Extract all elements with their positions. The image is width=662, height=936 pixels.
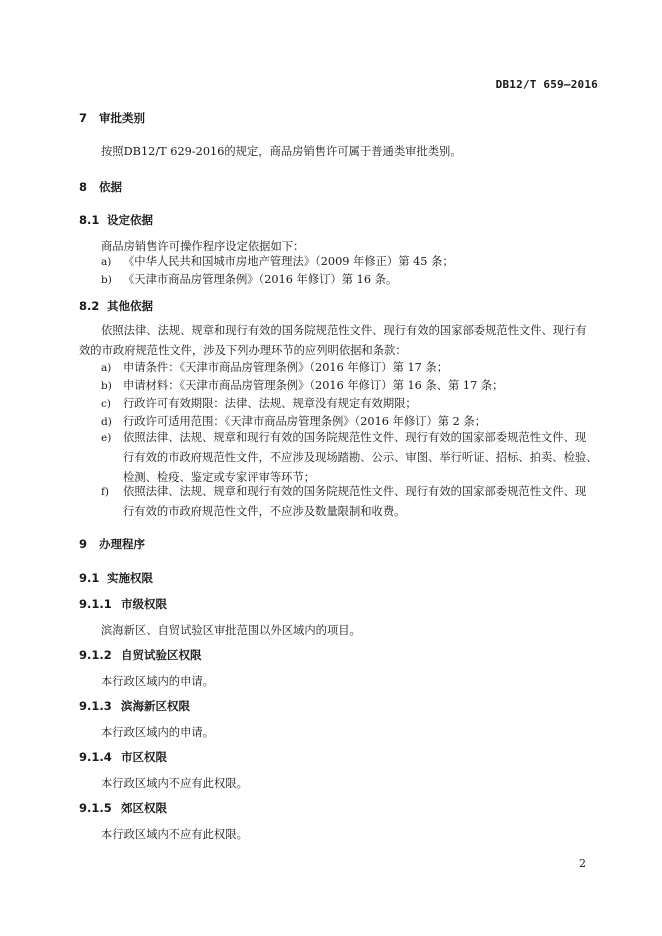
list-text: 《天津市商品房管理条例》（2016 年修订）第 16 条。 [123, 273, 398, 286]
section-title: 其他依据 [107, 299, 153, 313]
list-text: 检测、检疫、鉴定或专家评审等环节； [123, 471, 316, 484]
list-marker: b) [101, 274, 112, 286]
section-7-heading [79, 110, 145, 126]
list-text: 行政许可适用范围：《天津市商品房管理条例》（2016 年修订）第 2 条； [123, 415, 487, 428]
section-number: 9.1.4 [79, 750, 112, 764]
list-marker: a) [101, 256, 112, 268]
section-9-1-heading [79, 570, 153, 586]
section-7-body: 按照DB12/T 629-2016的规定，商品房销售许可属于普通类审批类别。 [101, 145, 462, 158]
paragraph-line: 依照法律、法规、规章和现行有效的国务院规范性文件、现行有效的国家部委规范性文件、现行有 [101, 324, 587, 337]
list-text: 行政许可有效期限：法律、法规、规章没有规定有效期限； [123, 397, 417, 410]
paragraph-line: 效的市政府规范性文件，涉及下列办理环节的应列明依据和条款： [79, 344, 407, 357]
page-number: 2 [579, 857, 586, 870]
section-9-1-3-heading [79, 698, 190, 714]
list-text: 行有效的市政府规范性文件，不应涉及数量限制和收费。 [123, 505, 406, 518]
section-number: 9.1.2 [79, 648, 112, 662]
section-9-1-3-body: 本行政区域内的申请。 [101, 726, 214, 739]
section-8-1-heading [79, 212, 153, 228]
list-marker: e) [101, 432, 112, 444]
list-text: 依照法律、法规、规章和现行有效的国务院规范性文件、现行有效的国家部委规范性文件、现 [123, 431, 587, 444]
section-title: 依据 [99, 180, 122, 194]
section-9-1-4-heading [79, 749, 167, 765]
list-marker: d) [101, 416, 112, 428]
section-title: 滨海新区权限 [121, 699, 190, 713]
section-title: 设定依据 [107, 213, 153, 227]
section-9-heading [79, 536, 145, 552]
section-title: 办理程序 [99, 537, 145, 551]
section-9-1-2-body: 本行政区域内的申请。 [101, 675, 214, 688]
section-number: 9 [79, 537, 88, 551]
list-marker: f) [101, 486, 109, 498]
section-9-1-1-body: 滨海新区、自贸试验区审批范围以外区域内的项目。 [101, 624, 361, 637]
section-8-2-heading [79, 298, 153, 314]
section-number: 9.1 [79, 571, 100, 585]
section-9-1-1-heading [79, 596, 167, 612]
list-marker: a) [101, 362, 112, 374]
section-9-1-5-heading [79, 800, 167, 816]
section-number: 8.1 [79, 213, 100, 227]
list-text: 申请条件：《天津市商品房管理条例》（2016 年修订）第 17 条； [123, 361, 449, 374]
section-number: 9.1.1 [79, 597, 112, 611]
section-title: 自贸试验区权限 [121, 648, 202, 662]
standard-code: DB12/T 659—2016 [495, 78, 598, 91]
section-title: 市级权限 [121, 597, 167, 611]
section-9-1-2-heading [79, 647, 202, 663]
section-number: 9.1.3 [79, 699, 112, 713]
section-8-2-intro [79, 321, 599, 361]
section-number: 8 [79, 180, 88, 194]
section-title: 实施权限 [107, 571, 153, 585]
section-number: 9.1.5 [79, 801, 112, 815]
section-9-1-5-body: 本行政区域内不应有此权限。 [101, 828, 248, 841]
list-marker: c) [101, 398, 111, 410]
section-number: 8.2 [79, 299, 100, 313]
list-text: 行有效的市政府规范性文件，不应涉及现场踏勘、公示、审图、举行听证、招标、拍卖、检验、 [123, 451, 598, 464]
section-title: 市区权限 [121, 750, 167, 764]
section-9-1-4-body: 本行政区域内不应有此权限。 [101, 777, 248, 790]
section-number: 7 [79, 111, 88, 125]
list-text: 《中华人民共和国城市房地产管理法》（2009 年修正）第 45 条； [123, 255, 454, 268]
section-title: 郊区权限 [121, 801, 167, 815]
section-title: 审批类别 [99, 111, 145, 125]
section-8-heading [79, 179, 122, 195]
section-8-1-intro: 商品房销售许可操作程序设定依据如下： [101, 240, 305, 253]
list-text: 依照法律、法规、规章和现行有效的国务院规范性文件、现行有效的国家部委规范性文件、现 [123, 485, 587, 498]
list-text: 申请材料：《天津市商品房管理条例》（2016 年修订）第 16 条、第 17 条； [123, 379, 504, 392]
list-marker: b) [101, 380, 112, 392]
